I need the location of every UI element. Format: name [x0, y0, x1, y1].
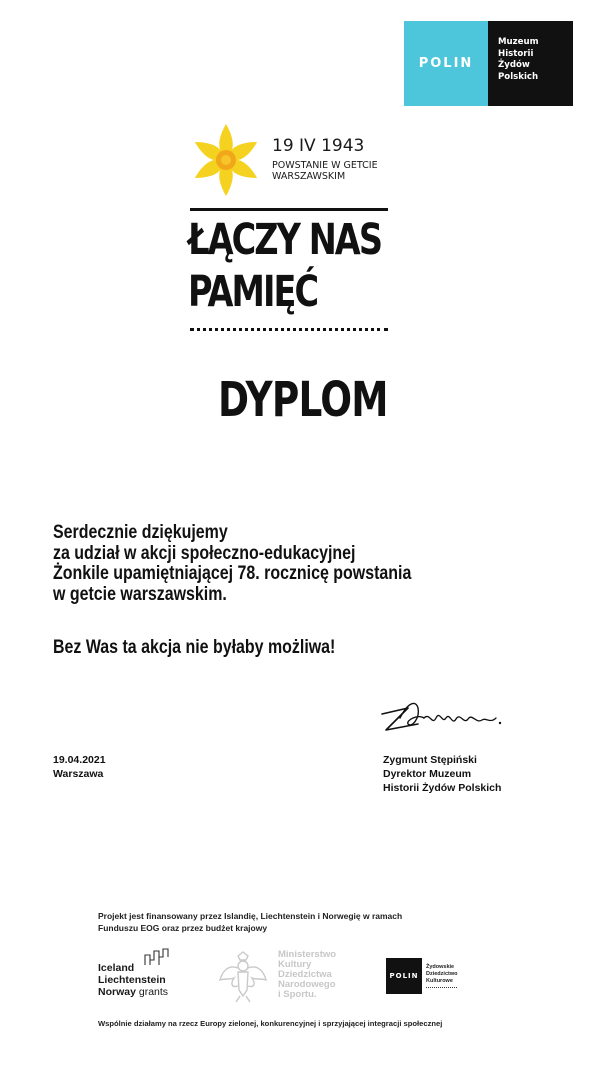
ministry-line: i Sportu.: [278, 989, 317, 1000]
polin-heritage-line: Kulturowe: [426, 978, 453, 984]
polin-heritage-line: Żydowskie: [426, 964, 455, 970]
signer-institution: Historii Żydów Polskich: [383, 782, 502, 794]
polin-logo-mark: [404, 21, 488, 106]
commemoration-subtitle: [272, 160, 378, 182]
diploma-title-text: DYPLOM: [217, 372, 388, 428]
thanks-line: Serdecznie dziękujemy: [53, 522, 228, 543]
eea-grants-logo: [98, 952, 180, 1000]
polin-logo-line: Polskich: [498, 71, 539, 82]
ministry-line: Kultury: [278, 959, 312, 970]
slogan-line: PAMIĘĆ: [188, 267, 318, 317]
polin-heritage-word: POLIN: [389, 972, 419, 980]
eea-line-3a: Norway: [98, 986, 136, 998]
signer-block: [383, 753, 501, 795]
thanks-line: Żonkile upamiętniającej 78. rocznicę powstania: [53, 563, 412, 584]
polin-wordmark: POLIN: [418, 56, 474, 71]
funding-line: Funduszu EOG oraz przez budżet krajowy: [98, 923, 268, 933]
eea-line-2: Liechtenstein: [98, 974, 166, 986]
closing-message: Bez Was ta akcja nie byłaby możliwa!: [53, 637, 336, 658]
ministry-line: Narodowego: [278, 979, 336, 990]
ministry-logo: [214, 950, 349, 1006]
polin-heritage-logo: [386, 958, 457, 994]
funding-line: Projekt jest finansowany przez Islandię, Liechtenstein i Norwegię w ramach: [98, 911, 403, 921]
ministry-text: [278, 950, 336, 1000]
thanks-line: w getcie warszawskim.: [53, 583, 227, 605]
signer-role: Dyrektor Muzeum: [383, 768, 472, 780]
diploma-title: [0, 372, 605, 428]
date-place: [53, 753, 106, 781]
eagle-emblem-icon: [216, 950, 270, 1004]
commemoration-date: 19 IV 1943: [272, 136, 365, 156]
commemoration-subtitle-line: POWSTANIE W GETCIE: [272, 160, 378, 171]
diploma-date: 19.04.2021: [53, 754, 106, 766]
polin-logo-text: [488, 21, 573, 106]
ministry-line: Ministerstwo: [278, 949, 337, 960]
footer-slogan: Wspólnie działamy na rzecz Europy zielonej, konkurencyjnej i sprzyjającej integracji społecznej: [98, 1019, 443, 1028]
ministry-line: Dziedzictwa: [278, 969, 332, 980]
polin-logo-line: Żydów: [498, 60, 530, 70]
polin-heritage-line: Dziedzictwo: [426, 971, 458, 977]
slogan: [188, 214, 381, 318]
diploma-place: Warszawa: [53, 768, 104, 780]
polin-heritage-text: [426, 964, 457, 988]
funding-note: [98, 910, 402, 934]
eea-line-1: Iceland: [98, 962, 135, 974]
divider-solid: [190, 208, 388, 211]
divider-dotted: [190, 328, 388, 331]
polin-logo-line: Historii: [498, 48, 534, 59]
signer-name: Zygmunt Stępiński: [383, 754, 477, 766]
thanks-message: [53, 523, 411, 605]
commemoration-subtitle-line: WARSZAWSKIM: [272, 171, 346, 182]
daffodil-icon: [190, 122, 262, 198]
signature: [378, 698, 508, 734]
thanks-line: za udział w akcji społeczno-edukacyjnej: [53, 542, 356, 564]
polin-logo: [404, 21, 573, 106]
polin-logo-line: Muzeum: [498, 37, 539, 47]
polin-heritage-mark: [386, 958, 422, 994]
slogan-line: ŁĄCZY NAS: [188, 215, 382, 265]
eea-line-3b: grants: [135, 986, 169, 998]
